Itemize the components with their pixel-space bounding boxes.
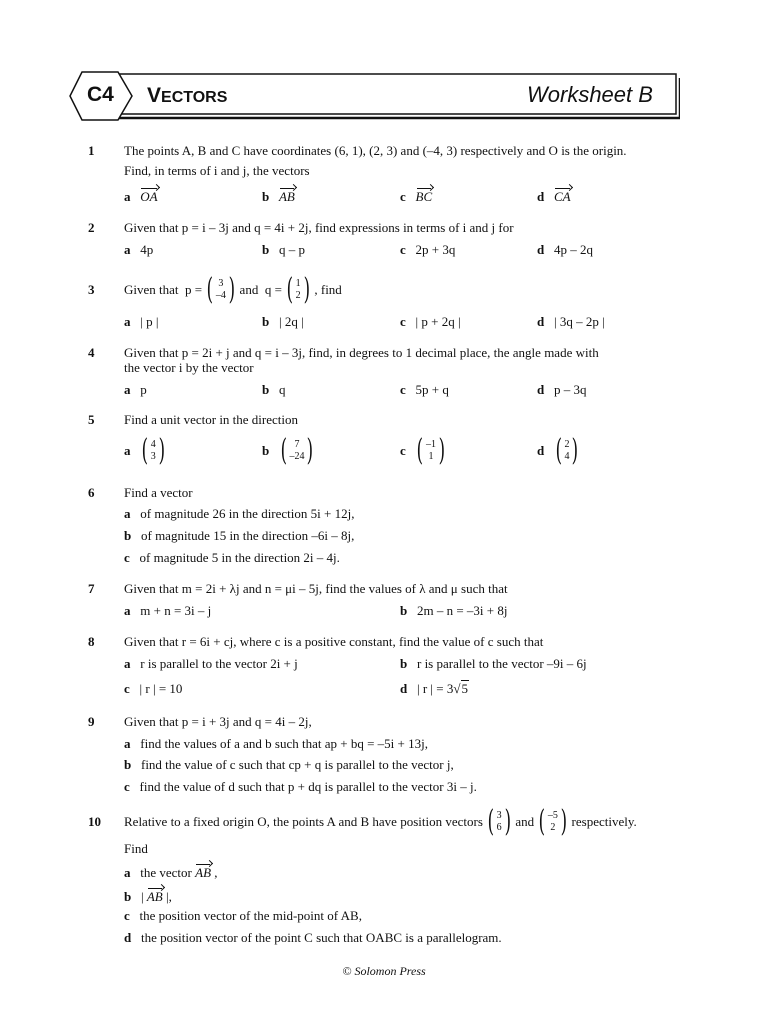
worksheet-label: Worksheet B xyxy=(527,82,653,107)
part-d: d | 3q – 2p | xyxy=(537,314,605,329)
vector-ab: AB xyxy=(195,862,211,881)
vector-oa: OA xyxy=(140,186,157,205)
question-text: Find a vector xyxy=(124,485,193,500)
part-d: d 4p – 2q xyxy=(537,242,593,257)
question-number: 1 xyxy=(88,143,95,158)
question-text: Find, in terms of i and j, the vectors xyxy=(124,163,310,178)
part-b: b 2m – n = –3i + 8j xyxy=(400,603,508,618)
question-text: Given that p = i + 3j and q = 4i – 2j, xyxy=(124,714,312,729)
part-c: c ( –1 1 ) xyxy=(400,432,450,470)
part-d: d CA xyxy=(537,186,571,205)
question-text: Given that r = 6i + cj, where c is a positive constant, find the value of c such that xyxy=(124,634,544,649)
question-number: 9 xyxy=(88,714,95,729)
part-b: b | AB |, xyxy=(124,886,172,905)
question-text: Given that p = 2i + j and q = i – 3j, find, in degrees to 1 decimal place, the angle made with xyxy=(124,345,599,360)
column-vector: ( 7 –24 ) xyxy=(280,433,314,468)
question-number: 2 xyxy=(88,220,95,235)
part-a: a OA xyxy=(124,186,158,205)
part-c: c of magnitude 5 in the direction 2i – 4j. xyxy=(124,550,340,565)
column-vector: ( 4 3 ) xyxy=(141,433,165,468)
vector-ca: CA xyxy=(554,186,571,205)
part-c: c BC xyxy=(400,186,432,205)
part-b: b find the value of c such that cp + q is parallel to the vector j, xyxy=(124,757,454,772)
question-number: 7 xyxy=(88,581,95,596)
question-number: 4 xyxy=(88,345,95,360)
part-b: b of magnitude 15 in the direction –6i – 8j, xyxy=(124,528,355,543)
part-c: c 2p + 3q xyxy=(400,242,456,257)
question-number: 3 xyxy=(88,282,95,297)
part-a: a p xyxy=(124,382,147,397)
part-a: a the vector AB , xyxy=(124,862,218,881)
column-vector-p: ( 3 –4 ) xyxy=(206,272,235,307)
part-a: a ( 4 3 ) xyxy=(124,432,169,470)
part-d: d p – 3q xyxy=(537,382,587,397)
part-c: c 5p + q xyxy=(400,382,449,397)
column-vector: ( –1 1 ) xyxy=(416,433,446,468)
question-text: Given that p = i – 3j and q = 4i + 2j, find expressions in terms of i and j for xyxy=(124,220,514,235)
square-root: √5 xyxy=(453,681,468,696)
question-number: 6 xyxy=(88,485,95,500)
part-a: a r is parallel to the vector 2i + j xyxy=(124,656,298,671)
part-c: c find the value of d such that p + dq is parallel to the vector 3i – j. xyxy=(124,779,477,794)
part-b: b r is parallel to the vector –9i – 6j xyxy=(400,656,587,671)
column-vector-b: ( –5 2 ) xyxy=(538,804,567,839)
question-text: Relative to a fixed origin O, the points A and B have position vectors ( 3 6 ) and ( –5 2 ) respectively. xyxy=(124,804,637,839)
part-d: d | r | = 3√5 xyxy=(400,681,468,696)
column-vector: ( 2 4 ) xyxy=(555,433,579,468)
question-text: Find xyxy=(124,841,148,856)
part-b: b | 2q | xyxy=(262,314,304,329)
part-b: b q xyxy=(262,382,286,397)
question-number: 8 xyxy=(88,634,95,649)
vector-ab: AB xyxy=(147,886,163,905)
part-c: c | r | = 10 xyxy=(124,681,183,696)
question-number: 5 xyxy=(88,412,95,427)
part-b: b q – p xyxy=(262,242,305,257)
question-text: Given that p = ( 3 –4 ) and q = ( 1 2 ) , find xyxy=(124,272,342,307)
unit-code: C4 xyxy=(87,83,114,106)
part-b: b AB xyxy=(262,186,295,205)
column-vector-a: ( 3 6 ) xyxy=(487,804,511,839)
title-rest: ECTORS xyxy=(161,89,228,106)
question-text: Find a unit vector in the direction xyxy=(124,412,299,427)
question-text: the vector i by the vector xyxy=(124,360,254,375)
part-a: a find the values of a and b such that ap + bq = –5i + 13j, xyxy=(124,736,428,751)
part-c: c the position vector of the mid-point of AB, xyxy=(124,908,362,923)
part-a: a m + n = 3i – j xyxy=(124,603,212,618)
question-number: 10 xyxy=(88,814,101,829)
part-d: d the position vector of the point C such that OABC is a parallelogram. xyxy=(124,930,502,945)
part-a: a | p | xyxy=(124,314,159,329)
part-a: a 4p xyxy=(124,242,154,257)
part-d: d ( 2 4 ) xyxy=(537,432,583,470)
vector-bc: BC xyxy=(416,186,433,205)
vector-ab: AB xyxy=(279,186,295,205)
part-a: a of magnitude 26 in the direction 5i + 12j, xyxy=(124,506,355,521)
page-title xyxy=(147,84,227,108)
title-initial: V xyxy=(147,84,162,107)
column-vector-q: ( 1 2 ) xyxy=(286,272,310,307)
question-text: The points A, B and C have coordinates (6, 1), (2, 3) and (–4, 3) respectively and O is the origin. xyxy=(124,143,627,158)
part-c: c | p + 2q | xyxy=(400,314,461,329)
part-b: b ( 7 –24 ) xyxy=(262,432,318,470)
copyright-footer: © Solomon Press xyxy=(342,964,426,978)
question-text: Given that m = 2i + λj and n = μi – 5j, find the values of λ and μ such that xyxy=(124,581,508,596)
